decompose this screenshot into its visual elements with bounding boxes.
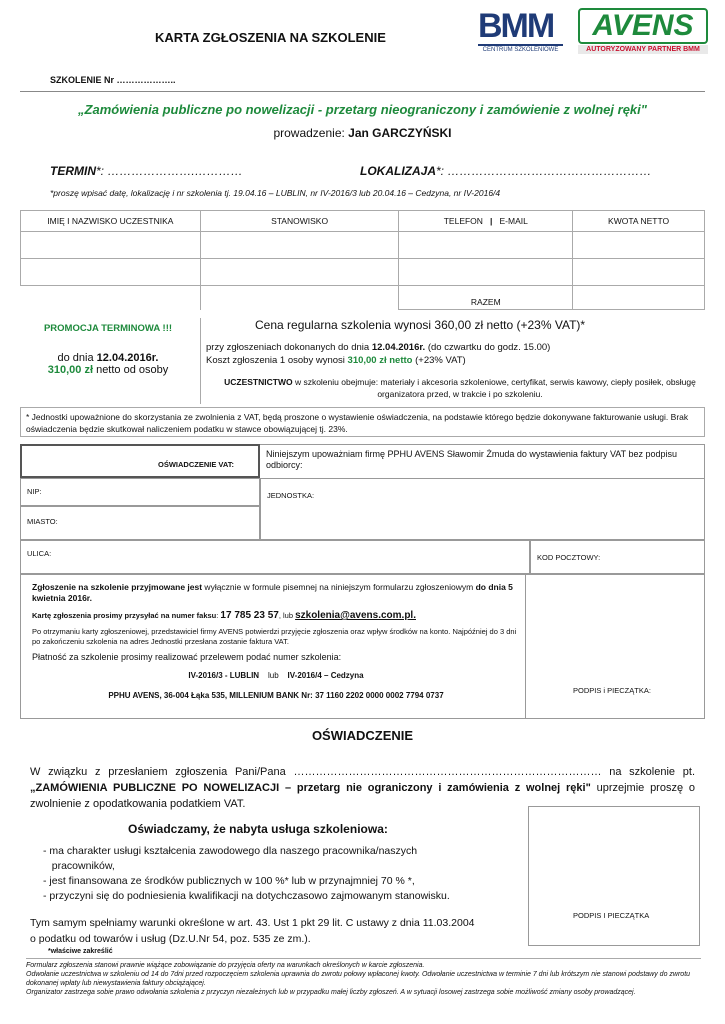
text: przy zgłoszeniach dokonanych do dnia — [206, 342, 372, 353]
unit-field[interactable] — [260, 478, 705, 540]
postal-code-field[interactable] — [530, 540, 705, 574]
cell-amount[interactable] — [573, 232, 705, 259]
text: numer faksu — [171, 611, 217, 620]
terms-line: Odwołanie uczestnictwa w szkoleniu od 14 do 7dni przed rozpoczęciem szkolenia uprawnia do zwrotu połowy wpłaconej kwoty. Odwołanie uczestnictwa w terminie 7 dni lub krótszym nie stanowi podstawy do zwrotu dokonanej wpłaty lub niewystawienia faktury obciążającej. — [26, 971, 691, 987]
street-field[interactable] — [20, 540, 530, 574]
city-field[interactable] — [20, 506, 260, 540]
course-lead — [20, 126, 705, 140]
vat-note: * Jednostki upoważnione do skorzystania ze zwolnienia z VAT, będą proszone o wystawienie oświadczenia, na podstawie którego będzie dokonywane fakturowanie usługi. Brak oświadczenia będzie skutkował naliczeniem podatku w stawce obowiązującej tj. 23%. — [20, 407, 705, 437]
lead-name: Jan GARCZYŃSKI — [348, 126, 452, 140]
cell-contact[interactable] — [399, 259, 573, 286]
promo-until: do dnia — [57, 352, 97, 364]
avens-logo — [578, 8, 708, 58]
submission-rule — [32, 582, 520, 604]
nip-field[interactable] — [20, 478, 260, 506]
location-value[interactable]: *: …………………………………………… — [436, 164, 652, 178]
list-item: - przyczyni się do podniesienia kwalifikacji na dotychczasowo zajmowanym stanowisku. — [43, 890, 450, 902]
date-hint: *proszę wpisać datę, lokalizację i nr szkolenia tj. 19.04.16 – LUBLIN, nr IV-2016/3 lub 20.04.16 – Cedzyna, nr IV-2016/4 — [50, 188, 501, 198]
list-item: - ma charakter usługi kształcenia zawodowego dla naszego pracownika/naszych — [43, 845, 418, 857]
text: uprzejmie proszę o zwolnienie z opodatkowania podatkiem VAT. — [30, 782, 695, 810]
divider — [20, 91, 705, 92]
payment-note: Płatność za szkolenie prosimy realizować przelewem podać numer szkolenia: — [32, 652, 342, 662]
termin-field[interactable] — [50, 164, 243, 178]
promo-price-line — [22, 364, 194, 376]
list-item: pracowników, — [43, 860, 115, 872]
vat-statement-text: Niniejszym upoważniam firmę PPHU AVENS Sławomir Żmuda do wystawienia faktury VAT bez podpisu odbiorcy: — [266, 449, 677, 470]
location-field[interactable] — [360, 164, 651, 178]
bmm-logo — [478, 7, 563, 60]
promo-box — [22, 323, 194, 376]
price-detail-1 — [206, 341, 550, 354]
sum-amount[interactable] — [573, 286, 705, 310]
inclusion-note — [215, 376, 705, 400]
regular-price: Cena regularna szkolenia wynosi 360,00 zł netto (+23% VAT)* — [255, 318, 586, 332]
sum-row — [21, 286, 705, 310]
signature-label: PODPIS i PIECZĄTKA: — [573, 686, 651, 695]
page-title: KARTA ZGŁOSZENIA NA SZKOLENIE — [155, 30, 386, 45]
marking-note: *właściwe zakreślić — [48, 948, 113, 955]
cell-empty — [200, 286, 399, 310]
confirmation-note: Po otrzymaniu karty zgłoszeniowej, przedstawiciel firmy AVENS potwierdzi przyjęcie zgłoszenia oraz wpływ środków na konto. Najpóźniej do 3 dni po zakończeniu szkolenia na adres Jednostki przesłana zostanie faktura VAT. — [32, 627, 517, 646]
promo-price: 310,00 zł — [47, 364, 94, 376]
bmm-logo-subtitle: CENTRUM SZKOLENIOWE — [478, 44, 563, 53]
col-header-position: STANOWISKO — [200, 211, 399, 232]
course-codes — [32, 670, 520, 681]
promo-date: 12.04.2016r. — [96, 352, 159, 364]
postal-code-label: KOD POCZTOWY: — [537, 553, 601, 562]
declaration-text — [30, 764, 695, 812]
text: : — [216, 611, 221, 620]
signature-field-2[interactable] — [528, 806, 700, 946]
inclusion-text: w szkoleniu obejmuje: materiały i akcesoria szkoleniowe, certyfikat, serwis kawowy, ciepły posiłek, obsługę organizatora przed, w trakcie i po szkoleniu. — [292, 377, 696, 399]
price-detail-2 — [206, 354, 550, 367]
list-item: - jest finansowana ze środków publicznych w 100 %* lub w przynajmniej 70 % *, — [43, 875, 415, 887]
text: (do czwartku do godz. 15.00) — [425, 342, 551, 353]
text: Koszt zgłoszenia 1 osoby wynosi — [206, 355, 348, 366]
cell-contact[interactable] — [399, 232, 573, 259]
col-header-name: IMIĘ I NAZWISKO UCZESTNIKA — [21, 211, 201, 232]
course-number-field[interactable]: SZKOLENIE Nr ……………….. — [50, 75, 176, 85]
closing-line-1: Tym samym spełniamy warunki określone w art. 43. Ust 1 pkt 29 lit. C ustawy z dnia 11.03.2004 — [30, 917, 475, 929]
closing-line-2: o podatku od towarów i usług (Dz.U.Nr 54, poz. 535 ze zm.). — [30, 933, 311, 945]
text: W związku z przesłaniem zgłoszenia Pani/Pana ………………………………………………………………………… na szkolenie pt. — [30, 766, 695, 778]
signature-field-1[interactable] — [525, 574, 705, 719]
col-header-email: E-MAIL — [499, 216, 528, 226]
signature-label: PODPIS I PIECZĄTKA — [573, 911, 650, 920]
cell-position[interactable] — [200, 232, 399, 259]
location-label: LOKALIZAJA — [360, 164, 436, 178]
submission-text — [32, 582, 520, 701]
termin-value[interactable]: *: ………………….………… — [96, 164, 243, 178]
terms-line: Organizator zastrzega sobie prawo odwołania szkolenia z przyczyn niezależnych lub w przypadku małej liczby zgłoszeń. A w sytuacji losowej zastrzega sobie możliwość zmiany osoby prowadzącej. — [26, 989, 636, 996]
terms-fine-print — [26, 958, 701, 997]
text: (+23% VAT) — [412, 355, 466, 366]
lead-label: prowadzenie: — [273, 126, 349, 140]
fax-line — [32, 610, 520, 621]
cell-position[interactable] — [200, 259, 399, 286]
text: Zgłoszenie na szkolenie przyjmowane jest — [32, 582, 203, 592]
participants-table — [20, 210, 705, 310]
text: do dnia 5 kwietnia 2016r. — [32, 582, 513, 603]
email-link[interactable]: szkolenia@avens.com.pl. — [295, 610, 416, 621]
promo-title: PROMOCJA TERMINOWA !!! — [43, 323, 173, 334]
col-header-phone: TELEFON — [443, 216, 483, 226]
deadline-date: 12.04.2016r. — [371, 342, 426, 353]
code-lublin: IV-2016/3 - LUBLIN — [188, 671, 260, 680]
promo-suffix: netto od osoby — [93, 364, 169, 376]
text: Kartę zgłoszenia prosimy przysyłać na — [32, 611, 172, 620]
col-header-amount: KWOTA NETTO — [573, 211, 705, 232]
col-header-contact: TELEFON | E-MAIL — [399, 211, 573, 232]
promo-date-line — [22, 352, 194, 364]
table-row — [21, 259, 705, 286]
city-label: MIASTO: — [27, 517, 58, 526]
declaration-list — [43, 844, 450, 904]
cell-name[interactable] — [21, 232, 201, 259]
net-price: 310,00 zł netto — [347, 355, 413, 366]
table-row — [21, 232, 705, 259]
inclusion-label: UCZESTNICTWO — [224, 377, 293, 387]
divider — [200, 318, 201, 404]
terms-line: Formularz zgłoszenia stanowi prawnie wiążące zobowiązanie do przyjęcia oferty na warunkach określonych w karcie zgłoszenia. — [26, 962, 425, 969]
nip-label: NIP: — [27, 487, 42, 496]
bmm-logo-text: BMM — [478, 7, 554, 45]
declaration-title: OŚWIADCZENIE — [311, 728, 414, 743]
cell-name[interactable] — [21, 259, 201, 286]
course-name-caps: „ZAMÓWIENIA PUBLICZNE PO NOWELIZACJI – przetarg nie ograniczony i zamówienia z wolnej ręki" — [30, 782, 591, 794]
termin-label: TERMIN — [50, 164, 96, 178]
vat-statement-label: OŚWIADCZENIE VAT: — [158, 460, 234, 469]
declaration-subtitle: Oświadczamy, że nabyta usługa szkoleniowa: — [128, 822, 388, 836]
avens-logo-subtitle: AUTORYZOWANY PARTNER BMM — [578, 45, 708, 54]
bank-account: PPHU AVENS, 36-004 Łąka 535, MILLENIUM BANK Nr: 37 1160 2202 0000 0002 7794 0737 — [108, 691, 444, 700]
cell-amount[interactable] — [573, 259, 705, 286]
declaration-closing — [30, 915, 475, 947]
fax-number: 17 785 23 57 — [220, 610, 279, 621]
course-title: „Zamówienia publiczne po nowelizacji - przetarg nieograniczony i zamówienie z wolnej ręki" — [78, 102, 647, 117]
code-cedzyna: IV-2016/4 – Cedzyna — [287, 671, 364, 680]
vat-statement-cell — [20, 444, 260, 478]
unit-label: JEDNOSTKA: — [267, 491, 315, 500]
street-label: ULICA: — [27, 549, 52, 558]
cell-empty — [21, 286, 201, 310]
text: wyłącznie w formule pisemnej na niniejszym formularzu zgłoszeniowym — [202, 582, 476, 592]
text: , lub — [278, 611, 296, 620]
price-details — [206, 341, 550, 367]
text: lub — [267, 671, 279, 680]
avens-logo-text: AVENS — [578, 8, 708, 44]
sum-label: RAZEM — [399, 286, 573, 310]
